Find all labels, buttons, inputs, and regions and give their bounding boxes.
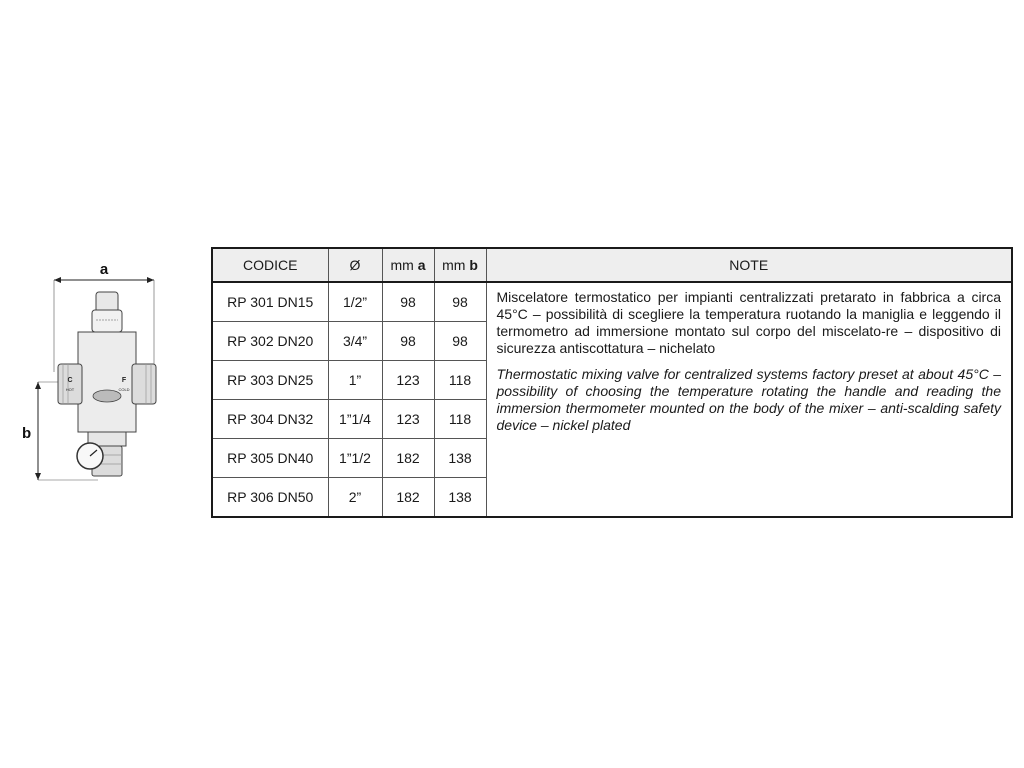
cell-mm-b: 118 — [434, 361, 486, 400]
cell-diameter: 3/4” — [328, 322, 382, 361]
cell-code: RP 306 DN50 — [212, 478, 328, 518]
cell-diameter: 1”1/2 — [328, 439, 382, 478]
note-cell — [486, 282, 1012, 517]
header-mm-a-letter: a — [417, 257, 426, 273]
header-mm-b — [434, 248, 486, 282]
cell-mm-b: 98 — [434, 282, 486, 322]
note-english: Thermostatic mixing valve for centralized systems factory preset at about 45°C – possibility of choosing the temperature rotating the handle and reading the immersion thermometer mounted on the body of the mixer – anti-scalding safety device – nickel plated — [496, 366, 1001, 433]
hot-inlet-label: C — [67, 377, 73, 384]
hot-inlet-sublabel: HOT — [65, 387, 75, 392]
cell-diameter: 1”1/4 — [328, 400, 382, 439]
header-diameter: Ø — [328, 248, 382, 282]
cell-code: RP 304 DN32 — [212, 400, 328, 439]
cell-mm-a: 98 — [382, 282, 434, 322]
cell-diameter: 1/2” — [328, 282, 382, 322]
cold-inlet-sublabel: COLD — [118, 387, 130, 392]
cell-diameter: 2” — [328, 478, 382, 518]
table-row — [212, 282, 1012, 322]
header-mm-b-unit: mm — [442, 257, 466, 273]
cell-mm-a: 182 — [382, 439, 434, 478]
cell-code: RP 302 DN20 — [212, 322, 328, 361]
cell-mm-b: 138 — [434, 478, 486, 518]
cell-diameter: 1” — [328, 361, 382, 400]
cell-mm-a: 123 — [382, 361, 434, 400]
header-code: CODICE — [212, 248, 328, 282]
header-mm-a-unit: mm — [390, 257, 414, 273]
cell-mm-b: 138 — [434, 439, 486, 478]
cell-mm-b: 118 — [434, 400, 486, 439]
thermometer-gauge — [77, 443, 103, 469]
header-note: NOTE — [486, 248, 1012, 282]
cell-code: RP 301 DN15 — [212, 282, 328, 322]
valve-diagram — [18, 252, 168, 492]
dimension-a-label: a — [99, 261, 109, 278]
header-mm-a — [382, 248, 434, 282]
note-italian: Miscelatore termostatico per impianti centralizzati pretarato in fabbrica a circa 45°C – possibilità di scegliere la temperatura ruotando la maniglia e leggendo il termometro ad immersione montato sul corpo del miscelato-re – dispositivo di sicurezza antiscottatura – nichelato — [496, 289, 1001, 356]
cell-code: RP 305 DN40 — [212, 439, 328, 478]
cell-mm-a: 98 — [382, 322, 434, 361]
spec-table — [211, 247, 1013, 518]
cell-mm-a: 123 — [382, 400, 434, 439]
cell-code: RP 303 DN25 — [212, 361, 328, 400]
cell-mm-a: 182 — [382, 478, 434, 518]
header-mm-b-letter: b — [469, 257, 478, 273]
cell-mm-b: 98 — [434, 322, 486, 361]
dimension-b-label: b — [22, 425, 32, 442]
table-header-row — [212, 248, 1012, 282]
valve-body — [58, 292, 156, 476]
cold-inlet-label: F — [121, 377, 127, 384]
